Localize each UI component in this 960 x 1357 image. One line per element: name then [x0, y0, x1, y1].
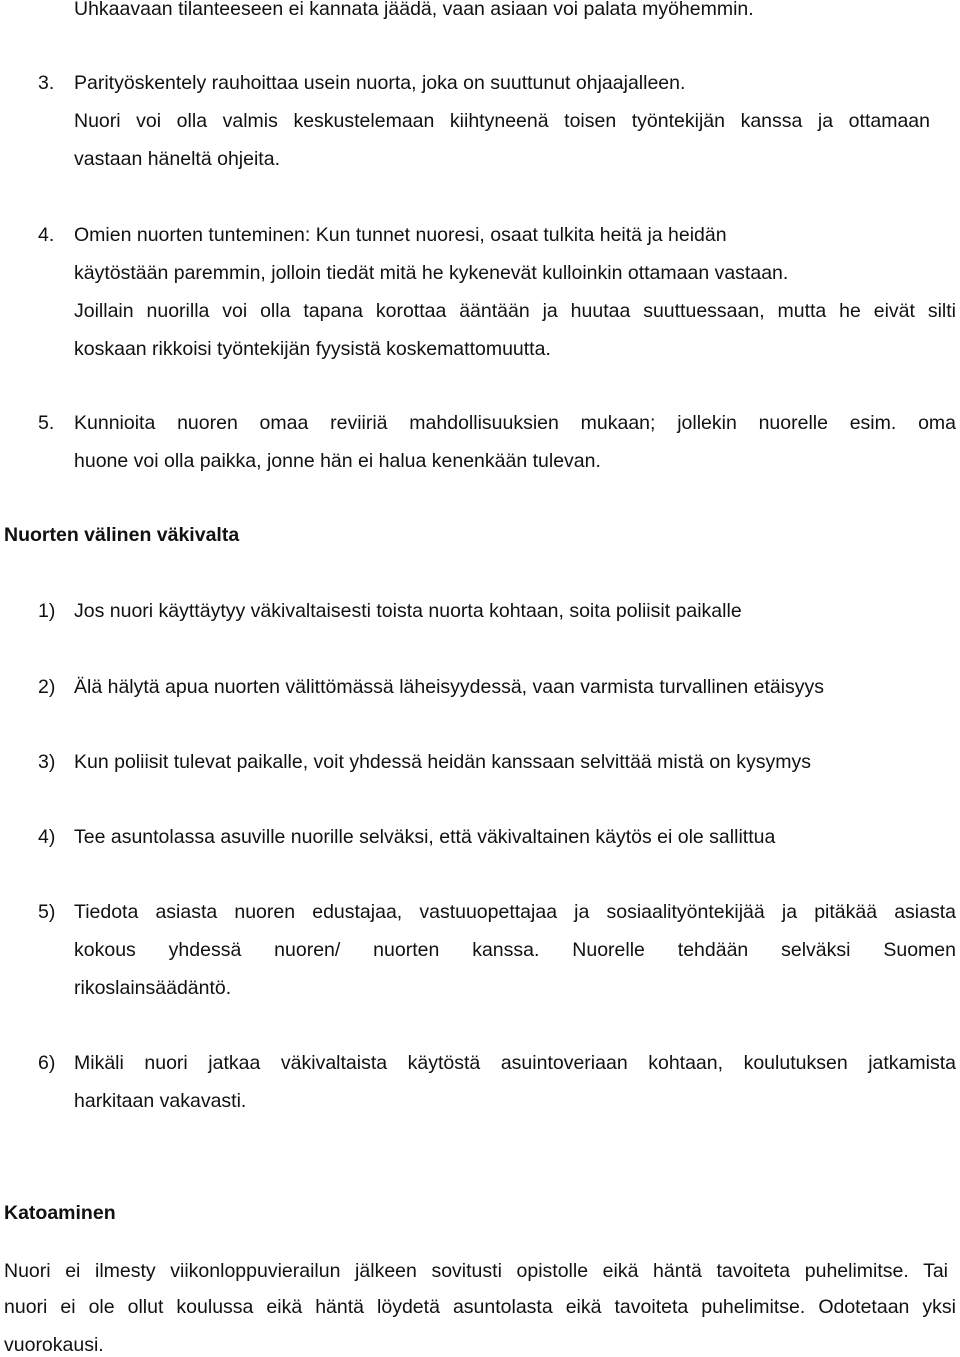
violence-item-5-line-1: Tiedota asiasta nuoren edustajaa, vastuuopettajaa ja sosiaalityöntekijää ja pitäkää asiasta [74, 901, 956, 923]
violence-item-3-number: 3) [38, 751, 56, 773]
violence-item-5-line-2: kokous yhdessä nuoren/ nuorten kanssa. Nuorelle tehdään selväksi Suomen [74, 939, 956, 961]
section-heading-violence: Nuorten välinen väkivalta [4, 524, 240, 546]
missing-paragraph-line-2: nuori ei ole ollut koulussa eikä häntä löydetä asuntolasta eikä tavoiteta puhelimitse. Odotetaan yksi [4, 1296, 956, 1318]
point-5-line-1: Kunnioita nuoren omaa reviiriä mahdollisuuksien mukaan; jollekin nuorelle esim. oma [74, 412, 956, 434]
point-3-line-1: Parityöskentely rauhoittaa usein nuorta, joka on suuttunut ohjaajalleen. [74, 72, 686, 94]
point-3-line-2: Nuori voi olla valmis keskustelemaan kiihtyneenä toisen työntekijän kanssa ja ottamaan [74, 110, 930, 132]
violence-item-6-line-1: Mikäli nuori jatkaa väkivaltaista käytöstä asuintoveriaan kohtaan, koulutuksen jatkamista [74, 1052, 956, 1074]
missing-paragraph-line-1: Nuori ei ilmesty viikonloppuvierailun jälkeen sovitusti opistolle eikä häntä tavoiteta puhelimitse. Tai [4, 1260, 948, 1282]
violence-item-5-number: 5) [38, 901, 56, 923]
point-4-line-3: Joillain nuorilla voi olla tapana korottaa ääntään ja huutaa suuttuessaan, mutta he eivät silti [74, 300, 956, 322]
violence-item-4-number: 4) [38, 826, 56, 848]
violence-item-2-line-1: Älä hälytä apua nuorten välittömässä läheisyydessä, vaan varmista turvallinen etäisyys [74, 676, 825, 698]
section-heading-missing: Katoaminen [4, 1202, 116, 1224]
violence-item-1-line-1: Jos nuori käyttäytyy väkivaltaisesti toista nuorta kohtaan, soita poliisit paikalle [74, 600, 742, 622]
violence-item-2-number: 2) [38, 676, 56, 698]
point-4-line-4: koskaan rikkoisi työntekijän fyysistä koskemattomuutta. [74, 338, 551, 360]
intro-line: Uhkaavaan tilanteeseen ei kannata jäädä, vaan asiaan voi palata myöhemmin. [74, 0, 754, 20]
violence-item-3-line-1: Kun poliisit tulevat paikalle, voit yhdessä heidän kanssaan selvittää mistä on kysymys [74, 751, 812, 773]
point-5-line-2: huone voi olla paikka, jonne hän ei halua kenenkään tulevan. [74, 450, 601, 472]
point-5-number: 5. [38, 412, 55, 434]
point-4-line-1: Omien nuorten tunteminen: Kun tunnet nuoresi, osaat tulkita heitä ja heidän [74, 224, 727, 246]
violence-item-6-number: 6) [38, 1052, 56, 1074]
violence-item-5-line-3: rikoslainsäädäntö. [74, 977, 232, 999]
violence-item-1-number: 1) [38, 600, 56, 622]
violence-item-6-line-2: harkitaan vakavasti. [74, 1090, 247, 1112]
point-4-number: 4. [38, 224, 55, 246]
missing-paragraph-line-3: vuorokausi. [4, 1334, 104, 1356]
point-4-line-2: käytöstään paremmin, jolloin tiedät mitä he kykenevät kulloinkin ottamaan vastaan. [74, 262, 789, 284]
point-3-line-3: vastaan häneltä ohjeita. [74, 148, 280, 170]
point-3-number: 3. [38, 72, 55, 94]
violence-item-4-line-1: Tee asuntolassa asuville nuorille selväksi, että väkivaltainen käytös ei ole sallittua [74, 826, 776, 848]
